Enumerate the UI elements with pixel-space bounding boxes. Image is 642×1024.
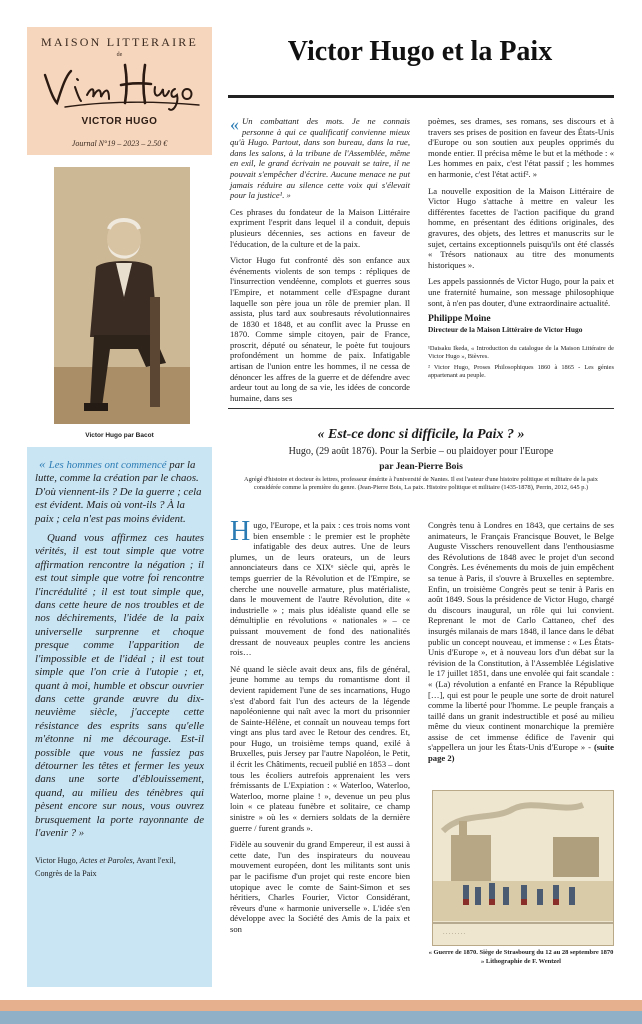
- footnote-2: ² Victor Hugo, Proses Philosophiques 1860 à 1865 - Les génies appartenant au peuple.: [428, 364, 614, 380]
- editorial-paragraph-4: poèmes, ses drames, ses romans, ses discours et à travers ses prises de position en faveur des États-Unis d'Europe ou son soutien aux peuples opprimés du monde entier. Il précisa même le but et la méthode : « Les hommes en paix, c'est l'état passif ; les hommes en harmonie, c'est l'état actif². »: [428, 116, 614, 179]
- editorial-open-mark: «: [230, 114, 239, 134]
- signature-name: Philippe Moine: [428, 313, 491, 325]
- article-p4-text: Congrès tenu à Londres en 1843, que certains de ses animateurs, le Français Francisque Bouvet, le Belge Auguste Visschers renouvellent dans l'enthousiasme des Révolutions de 1848 avec le projet d'un second Congrès. Les événements du mois de juin empêchent sa tenue à Paris, il s'ouvre à Bruxelles en septembre. Enfin, un troisième Congrès peut se tenir à Paris en août 1849. Sous la présidence de Victor Hugo, chargé du discours inaugural, un rôle qui lui convient. Reprenant le mot de Carlo Cattaneo, chef des insurgés milanais de mars 1848, il lance dans le débat public un concept nouveau, et immense : « Les États-Unis d'Europe », et à nouveau lors d'un débat sur la révision de la Constitution, à l'Assemblée Législative le 17 juillet 1851, dans une envolée qui fait scandale : « (La) révolution a enfanté en France la République […], qui est pour le peuple une sorte de droit naturel comme la liberté pour l'homme. Le peuple français a taillé dans un granit indestructible et posé au milieu même du vieux continent monarchique la première assise de cet immense édifice de l'avenir qui s'appellera un jour les États-Unis d'Europe » -: [428, 520, 614, 753]
- signature-role: Directeur de la Maison Littéraire de Victor Hugo: [428, 324, 583, 334]
- article-p1-text: ugo, l'Europe, et la paix : ces trois noms vont bien ensemble : le premier est le prophète infatigable des deux autres. Une de leurs plumes, un de leurs orateurs, un de leurs annonciateurs dans ce XIXᵉ siècle qui, après le temps guerrier de la Révolution et de l'Empire, se cherche une nouvelle armature, plus matérialiste, dans le mouvement de l'autre Révolution, dite « industrielle » ; mais plus idéaliste quand elle se démultiplie en révolutions « nationales » – ce puissant mouvement de fond des nationalités dressant de nouveaux peuples contre les anciens rois…: [230, 520, 410, 658]
- article-paragraph-2: Né quand le siècle avait deux ans, fils de général, jeune homme au temps du romantisme dont il devient rapidement l'une de ses incarnations, Hugo s'est d'abord fait l'un des acteurs de la légende napoléonienne qui naît avec la mort du prisonnier de Sainte-Hélène, et connaît un nouveau temps fort vingt ans plus tard avec le Retour des cendres. Et, pour Hugo, un troisième temps quand, exilé à Bruxelles, puis Jersey par l'autre Napoléon, le Petit, il écrit les Châtiments, recueil publié en 1853 – dont tous les écoliers autrefois apprenaient les vers frémissants de L'Expiation : « Waterloo, Waterloo, Waterloo, morne plaine ! », devenue un peu plus loin « ce plateau funèbre et solitaire, ce champ sinistre » où les « derniers soldats de la dernière guerre / furent grands ».: [230, 663, 410, 833]
- attrib-rest: , Avant l'exil,: [132, 856, 176, 866]
- author-bio: Agrégé d'histoire et docteur ès lettres, professeur émérite à l'université de Nantes. Il est l'auteur d'une histoire politique et militaire de la paix considérée comme la première du genre. (Jean-Pierre Bois, La paix. Histoire politique et militaire (1435-1878), Perrin, 2012, 645 p.): [244, 476, 598, 491]
- footnotes: [428, 345, 614, 380]
- article-paragraph-3: Fidèle au souvenir du grand Empereur, il est aussi à cette date, l'un des inspirateurs du nouveau mouvement européen, dont les militants sont unis par le pacifisme d'un projet qui reste encore bien utopique avec le comte de Saint-Simon et ses héritiers, Charles Fourier, Victor Considérant, rêveurs d'une « harmonie universelle ». L'idée s'en développe avec la Société des Amis de la paix et son: [230, 839, 410, 934]
- engraving-caption: « Guerre de 1870. Siège de Strasbourg du 12 au 28 septembre 1870 » Lithographie de F. Wentzel: [428, 949, 614, 965]
- attrib-author: Victor Hugo,: [35, 856, 80, 866]
- footer-bar-orange: [0, 1000, 642, 1011]
- editorial-signature: [428, 314, 614, 335]
- editorial-right-column: [428, 116, 614, 383]
- editorial-paragraph-1: [230, 116, 410, 201]
- quote-p1-rest: par la lutte, comme la création par le chaos. D'où viennent-ils ? De la guerre ; cela est évident. Mais où vont-ils ? À la paix ; cela n'est pas moins évident.: [35, 459, 202, 525]
- photo-caption: Victor Hugo par Bacot: [85, 432, 154, 439]
- quote-lead: Les hommes ont commencé: [48, 459, 167, 471]
- editorial-left-column: [230, 116, 410, 409]
- section-divider: [228, 408, 614, 409]
- continued-link[interactable]: (suite page 2): [428, 742, 614, 764]
- footer-bar-blue: [0, 1011, 642, 1024]
- editorial-paragraph-6: Les appels passionnés de Victor Hugo, pour la paix et une fraternité humaine, son message philosophique sont, à n'en pas douter, d'une extraordinaire actualité.: [428, 276, 614, 308]
- article-paragraph-1: [230, 516, 410, 658]
- title-rule: [228, 95, 614, 98]
- victor-hugo-photo: [54, 167, 190, 424]
- attrib-line2: Congrès de la Paix: [35, 869, 97, 879]
- article-subtitle: Hugo, (29 août 1876). Pour la Serbie – ou plaidoyer pour l'Europe: [288, 446, 554, 457]
- masthead-de: de: [116, 52, 123, 58]
- quote-box: [27, 447, 212, 987]
- page-title: Victor Hugo et la Paix: [287, 36, 553, 67]
- masthead: [27, 27, 212, 155]
- editorial-paragraph-5: La nouvelle exposition de la Maison Littéraire de Victor Hugo s'attache à mettre en valeur les différentes facettes de l'action pacifique du grand homme, en présentant des éditions originales, des gravures, des objets, des lettres et manuscrits sur le sujet, certains exceptionnels puisqu'ils ont été classés « Trésors nationaux au titre des monuments historiques ».: [428, 185, 614, 270]
- quote-paragraph-2: Quand vous affirmez ces hautes vérités, il est tout simple que votre affirmation rencontre la négation ; il est tout simple que votre foi rencontre l'incrédulité ; il est tout simple que, dans cette heure de nos troubles et de nos déchirements, l'idée de la paix universelle surprenne et choque presque comme l'apparition de l'impossible et de l'idéal ; il est tout simple que l'on crie à l'utopie ; et, quant à moi, humble et obscur ouvrier dans cette grande œuvre du dix-neuvième siècle, j'accepte cette résistance des esprits sans qu'elle m'étonne ni me décourage. Est-il possible que vous ne fassiez pas détourner les têtes et fermer les yeux dans une sorte d'éblouissement, quand, au milieu des ténèbres qui pèsent encore sur nous, vous ouvrez brusquement la porte rayonnante de l'avenir ? »: [35, 532, 204, 839]
- editorial-paragraph-2: Ces phrases du fondateur de la Maison Littéraire expriment l'esprit dans lequel il a conduit, depuis plusieurs décennies, ses actions en faveur de l'éducation, de la culture et de la paix.: [230, 206, 410, 249]
- svg-text:· · · · · · · ·: · · · · · · · ·: [443, 932, 466, 937]
- editorial-p1-text: Un combattant des mots. Je ne connais personne à qui ce qualificatif convienne mieux qu'à Hugo. Partout, dans son bureau, dans la rue, dans les salons, à la tribune de l'Assemblée, même en exil, le grand écrivain ne pouvait se taire, il ne pouvait s'empêcher d'écrire. Aucune menace ne put jamais réduire au silence cette voix qui s'élevait pour la justice¹. »: [230, 116, 410, 201]
- quote-open-mark: «: [39, 456, 49, 471]
- footnote-1: ¹Daisaku Ikeda, « Introduction du catalogue de la Maison Littéraire de Victor Hugo », Bièvres.: [428, 345, 614, 361]
- masthead-maison: MAISON LITTERAIRE: [40, 35, 199, 49]
- attrib-work: Actes et Paroles: [79, 856, 133, 866]
- drop-cap: H: [230, 516, 251, 547]
- article-title: « Est-ce donc si difficile, la Paix ? »: [317, 427, 525, 442]
- quote-paragraph-1: [35, 457, 204, 526]
- editorial-paragraph-3: Victor Hugo fut confronté dès son enfance aux événements violents de son temps : répliques de l'insurrection vendéenne, complots et guerres sous l'Empire, et notamment celle d'Espagne durant laquelle son père joua un rôle de premier plan. Il assista, plus tard aux soubresauts révolutionnaires de 1830 et 1848, et au conflit avec la Prusse en 1870. Comme simple citoyen, pair de France, proscrit, député ou sénateur, le poète fut toujours profondément un homme de paix. Infatigable artisan de l'union entre les hommes, il ne cessa de dénoncer les affres de la guerre et de défendre avec ardeur tout au long de sa vie, les idées de concorde humaine, dans ses: [230, 255, 410, 403]
- quote-attribution: [35, 854, 204, 880]
- article-author: par Jean-Pierre Bois: [379, 462, 463, 472]
- portrait-figure: [54, 167, 190, 424]
- battle-scene-illustration: [433, 791, 613, 945]
- article-paragraph-4: [428, 520, 614, 764]
- article-right-column: [428, 520, 614, 770]
- victor-hugo-signature-logo: [35, 57, 205, 115]
- issue-info: Journal N°19 – 2023 – 2.50 €: [71, 139, 168, 148]
- article-left-column: [230, 516, 410, 941]
- siege-engraving: [432, 790, 614, 946]
- masthead-name: VICTOR HUGO: [81, 116, 158, 127]
